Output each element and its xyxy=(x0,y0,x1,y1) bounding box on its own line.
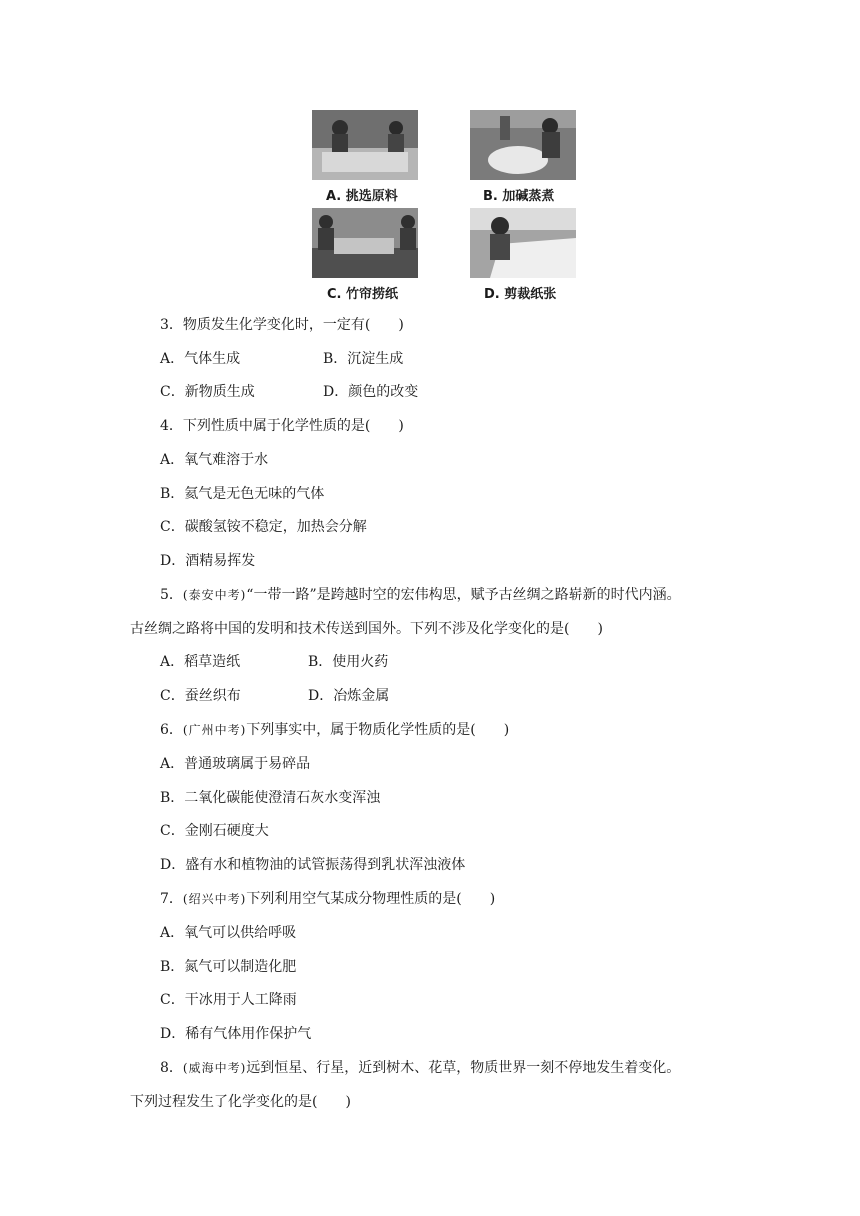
figure-caption-b: B. 加碱蒸煮 xyxy=(483,189,555,204)
figure-caption-a: A. 挑选原料 xyxy=(326,189,398,204)
question-6 xyxy=(160,721,509,739)
question-8-source: (威海中考) xyxy=(182,1061,247,1075)
question-7-text: 下列利用空气某成分物理性质的是( ) xyxy=(246,891,496,907)
q4-option-a: A．氧气难溶于水 xyxy=(160,452,269,468)
photo-bamboo-screen-paper xyxy=(312,208,418,278)
q5-option-d: D．冶炼金属 xyxy=(308,688,390,704)
photo-sorting-materials xyxy=(312,110,418,180)
question-7-number: 7． xyxy=(160,891,183,907)
question-5-source: (泰安中考) xyxy=(182,588,247,602)
photo-cutting-paper xyxy=(470,208,576,278)
q5-option-c: C．蚕丝织布 xyxy=(160,688,241,704)
q4-option-d: D．酒精易挥发 xyxy=(160,553,256,569)
question-3: 3．物质发生化学变化时，一定有( ) xyxy=(160,317,404,333)
question-8-number: 8． xyxy=(160,1060,183,1076)
q4-option-b: B．氦气是无色无味的气体 xyxy=(160,486,325,502)
question-5-continued: 古丝绸之路将中国的发明和技术传送到国外。下列不涉及化学变化的是( ) xyxy=(130,621,603,637)
q6-option-c: C．金刚石硬度大 xyxy=(160,823,269,839)
q5-option-a: A．稻草造纸 xyxy=(160,654,241,670)
question-6-text: 下列事实中，属于物质化学性质的是( ) xyxy=(246,722,510,738)
q7-option-c: C．干冰用于人工降雨 xyxy=(160,992,297,1008)
q3-option-b: B．沉淀生成 xyxy=(323,351,404,367)
q3-option-c: C．新物质生成 xyxy=(160,384,255,400)
photo-alkali-cooking-icon xyxy=(470,110,576,180)
question-5 xyxy=(160,586,681,604)
photo-cutting-paper-icon xyxy=(470,208,576,278)
question-7-source: (绍兴中考) xyxy=(182,892,247,906)
q5-option-b: B．使用火药 xyxy=(308,654,389,670)
question-5-text: “一带一路”是跨越时空的宏伟构思，赋予古丝绸之路崭新的时代内涵。 xyxy=(246,587,681,603)
q7-option-a: A．氧气可以供给呼吸 xyxy=(160,925,297,941)
q3-option-d: D．颜色的改变 xyxy=(323,384,419,400)
q6-option-a: A．普通玻璃属于易碎品 xyxy=(160,756,311,772)
question-6-number: 6． xyxy=(160,722,183,738)
question-7 xyxy=(160,890,495,908)
photo-bamboo-screen-paper-icon xyxy=(312,208,418,278)
q6-option-d: D．盛有水和植物油的试管振荡得到乳状浑浊液体 xyxy=(160,857,466,873)
question-4: 4．下列性质中属于化学性质的是( ) xyxy=(160,418,404,434)
figure-caption-d: D. 剪裁纸张 xyxy=(484,287,557,302)
question-6-source: (广州中考) xyxy=(182,723,247,737)
question-8 xyxy=(160,1059,680,1077)
q6-option-b: B．二氧化碳能使澄清石灰水变浑浊 xyxy=(160,790,381,806)
q7-option-b: B．氮气可以制造化肥 xyxy=(160,959,297,975)
q7-option-d: D．稀有气体用作保护气 xyxy=(160,1026,312,1042)
question-8-text: 远到恒星、行星，近到树木、花草，物质世界一刻不停地发生着变化。 xyxy=(246,1060,681,1076)
q3-option-a: A．气体生成 xyxy=(160,351,241,367)
figure-caption-c: C. 竹帘捞纸 xyxy=(327,287,399,302)
question-8-continued: 下列过程发生了化学变化的是( ) xyxy=(130,1094,351,1110)
q4-option-c: C．碳酸氢铵不稳定，加热会分解 xyxy=(160,519,367,535)
photo-alkali-cooking xyxy=(470,110,576,180)
question-5-number: 5． xyxy=(160,587,183,603)
photo-sorting-materials-icon xyxy=(312,110,418,180)
